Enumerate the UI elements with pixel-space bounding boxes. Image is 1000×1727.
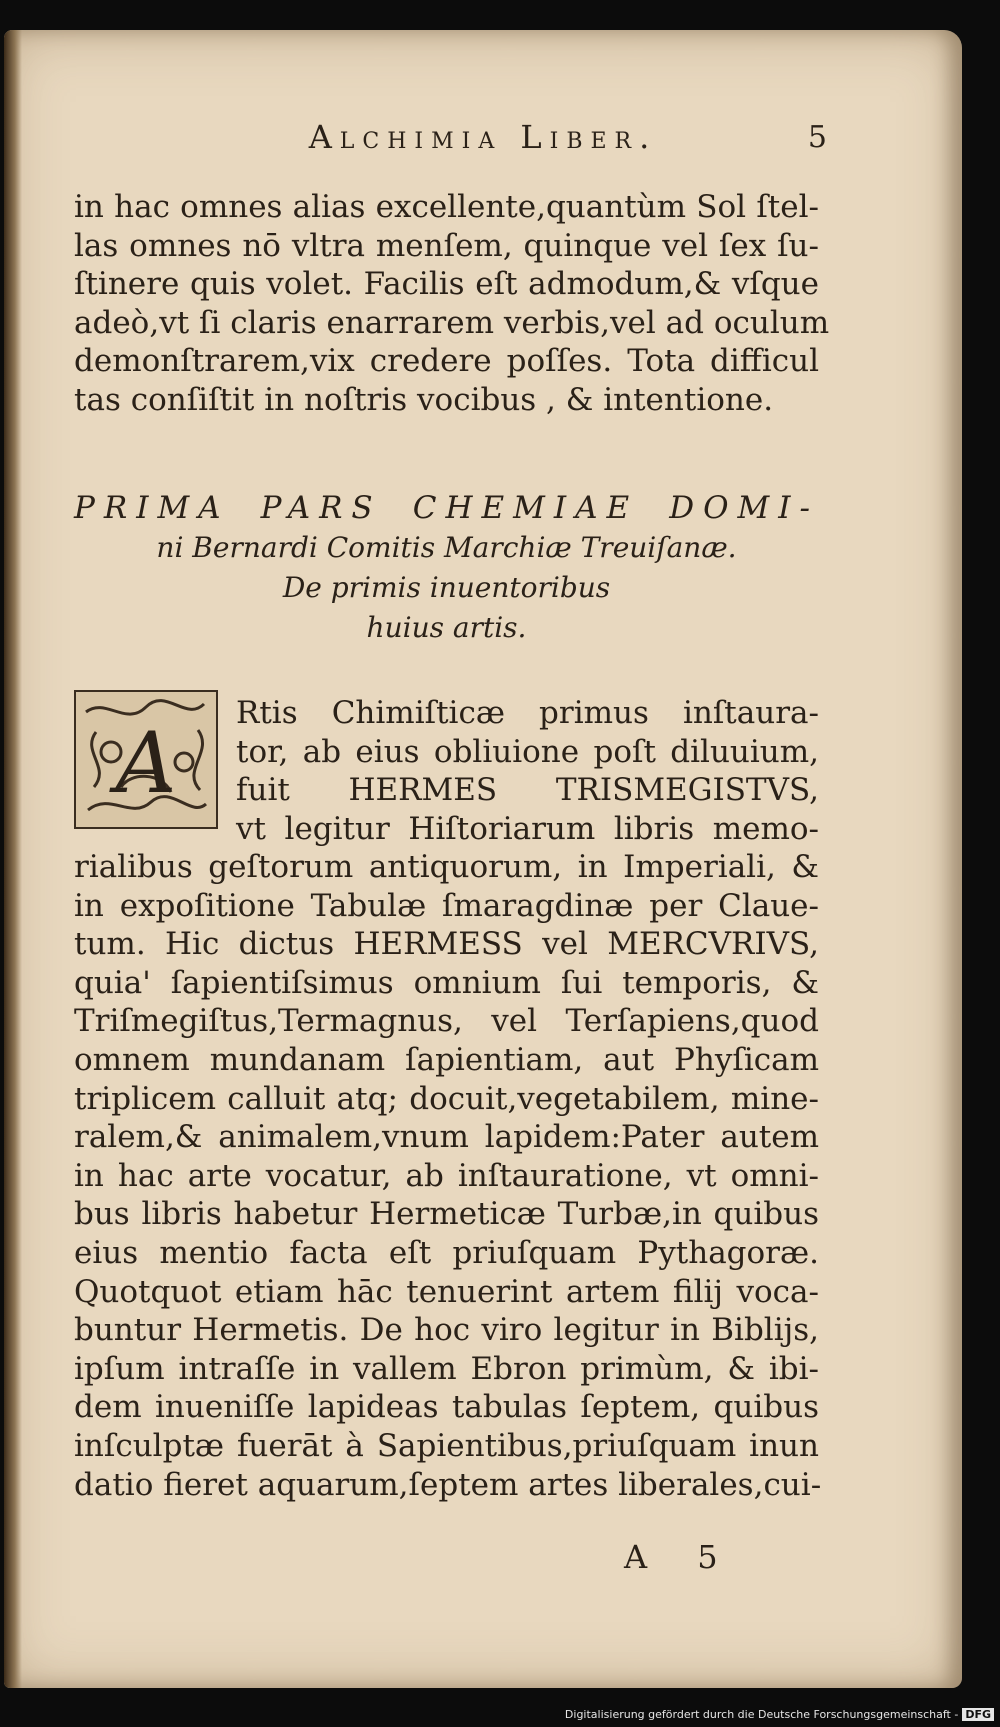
credit-text: Digitalisierung gefördert durch die Deutsche Forschungsgemeinschaft - [564, 1708, 959, 1721]
text-line: eius mentio facta eſt priuſquam Pythagoræ. [74, 1234, 819, 1271]
digitization-credit [565, 1708, 994, 1721]
intro-paragraph [74, 188, 830, 420]
chapter-heading [74, 488, 819, 648]
text-line: inſculptæ fuerāt à Sapientibus,priuſquam inun [74, 1427, 819, 1464]
text-line: quia' ſapientiſsimus omnium ſui temporis, & [74, 964, 819, 1001]
text-line: vt legitur Hiſtoriarum libris memo- [236, 810, 819, 847]
heading-line: De primis inuentoribus [282, 571, 611, 604]
text-line: demonſtrarem,vix credere poſſes. Tota difficul [74, 343, 819, 380]
text-line: fuit HERMES TRISMEGISTVS, [236, 772, 819, 809]
initial-letter: A [115, 714, 177, 812]
chapter-paragraph [74, 848, 822, 1504]
text-line: adeò,vt ſi claris enarrarem verbis,vel ad oculum [74, 304, 830, 341]
text-line: datio fieret aquarum,ſeptem artes liberales,cui- [74, 1466, 822, 1503]
text-line: dem inueniſſe lapideas tabulas ſeptem, quibus [74, 1389, 819, 1426]
text-line: ſtinere quis volet. Facilis eſt admodum,& vſque [74, 266, 819, 303]
text-line: ipſum intraſſe in vallem Ebron primùm, & ibi- [74, 1350, 819, 1387]
running-title: Alchimia Liber. [308, 118, 658, 156]
text-line: ralem,& animalem,vnum lapidem:Pater autem [74, 1119, 819, 1156]
running-head [4, 118, 962, 168]
text-line: Rtis Chimiſticæ primus inſtaura- [236, 695, 819, 731]
text-line: in hac omnes alias excellente,quantùm Sol ſtel- [74, 189, 819, 225]
text-line: Triſmegiſtus,Termagnus, vel Terſapiens,quod [74, 1003, 819, 1040]
text-line: tas conſiſtit in noſtris vocibus , & intentione. [74, 381, 774, 418]
heading-line: ni Bernardi Comitis Marchiæ Treuiſanæ. [156, 531, 737, 564]
text-line: buntur Hermetis. De hoc viro legitur in Biblijs, [74, 1312, 819, 1349]
ornament-icon [76, 692, 216, 827]
text-line: rialibus geſtorum antiquorum, in Imperiali, & [74, 849, 819, 885]
dfg-logo-icon: DFG [962, 1708, 994, 1721]
heading-line: PRIMA PARS CHEMIAE DOMI- [74, 490, 819, 526]
text-line: omnem mundanam ſapientiam, aut Phyſicam [74, 1041, 819, 1078]
text-line: in expoſitione Tabulæ ſmaragdinæ per Claue- [74, 887, 819, 924]
text-line: bus libris habetur Hermeticæ Turbæ,in quibus [74, 1196, 819, 1233]
page-number: 5 [807, 120, 827, 155]
text-line: las omnes nō vltra menſem, quinque vel ſex ſu- [74, 227, 819, 264]
text-line: tum. Hic dictus HERMESS vel MERCVRIVS, [74, 926, 819, 963]
book-page [4, 30, 962, 1688]
text-line: in hac arte vocatur, ab inſtauratione, vt omni- [74, 1157, 819, 1194]
signature-mark: A 5 [624, 1538, 738, 1576]
text-line: tor, ab eius obliuione poſt diluuium, [236, 733, 819, 770]
chapter-opening [236, 694, 819, 848]
decorated-initial-icon [74, 690, 218, 829]
text-line: triplicem calluit atq; docuit,vegetabilem, mine- [74, 1080, 819, 1117]
heading-line: huius artis. [366, 611, 527, 644]
text-line: Quotquot etiam hāc tenuerint artem filij voca- [74, 1273, 819, 1310]
